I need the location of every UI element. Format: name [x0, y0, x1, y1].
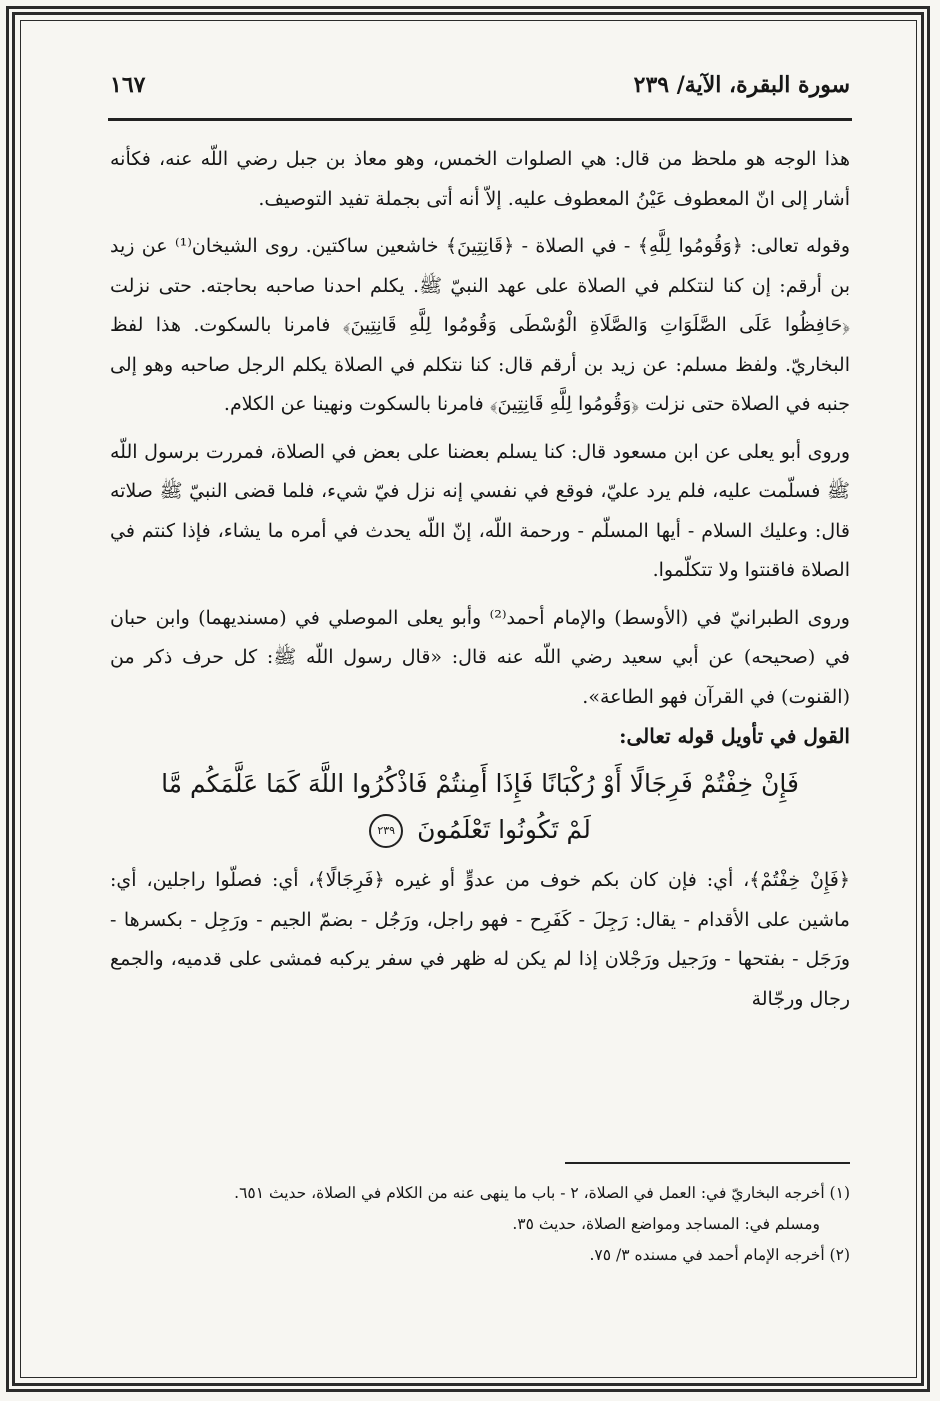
quran-verse	[110, 761, 850, 853]
main-text	[110, 140, 850, 1019]
footnotes	[110, 1178, 850, 1271]
header-rule	[108, 118, 852, 121]
footnote-2: (٢) أخرجه الإمام أحمد في مسنده ٣/ ٧٥.	[589, 1246, 850, 1264]
footnote-1: (١) أخرجه البخاريّ في: العمل في الصلاة، ٢ - باب ما ينهى عنه من الكلام في الصلاة، حديث ٦٥١.	[234, 1184, 850, 1202]
verse-line-2-text: لَمْ تَكُونُوا تَعْلَمُونَ	[417, 815, 591, 844]
verse-line-1: فَإِنْ خِفْتُمْ فَرِجَالًا أَوْ رُكْبَانًا فَإِذَا أَمِنتُمْ فَاذْكُرُوا اللَّهَ كَمَا عَلَّمَكُم مَّا	[161, 769, 799, 798]
page-number: ١٦٧	[110, 72, 146, 98]
footnote-1-continued: ومسلم في: المساجد ومواضع الصلاة، حديث ٣٥.	[512, 1215, 820, 1233]
page-header	[110, 72, 850, 112]
paragraph-4: وروى الطبرانيّ في (الأوسط) والإمام أحمد⁽²⁾ وأبو يعلى الموصلي في (مسنديهما) وابن حبان في (صحيحه) عن أبي سعيد رضي اللّه عنه قال: «قال رسول اللّه ﷺ: كل حرف ذكر من (القنوت) في القرآن فهو الطاعة».	[110, 606, 850, 708]
running-title: سورة البقرة، الآية/ ٢٣٩	[633, 72, 850, 98]
footnote-rule	[565, 1162, 850, 1164]
section-heading: القول في تأويل قوله تعالى:	[619, 724, 850, 748]
paragraph-5: ﴿فَإِنْ خِفْتُمْ﴾، أي: فإن كان بكم خوف من عدوٍّ أو غيره ﴿فَرِجَالًا﴾، أي: فصلّوا راجلين، أي: ماشين على الأقدام - يقال: رَجِلَ - كَفَرِح - فهو راجل، ورَجُل - بضمّ الجيم - ورَجِل - بكسرها - ورَجَل - بفتحها - ورَجيل ورَجْلان إذا لم يكن له ظهر في سفر يركبه فمشى على قدميه، والجمع رجال ورجّالة	[110, 869, 850, 1010]
ayah-number-marker: ٢٣٩	[369, 814, 403, 848]
paragraph-1: هذا الوجه هو ملحظ من قال: هي الصلوات الخمس، وهو معاذ بن جبل رضي اللّه عنه، فكأنه أشار إلى انّ المعطوف عَيْنُ المعطوف عليه. إلاّ أنه أتى بجملة تفيد التوصيف.	[110, 148, 850, 210]
verse-line-2	[110, 807, 850, 853]
paragraph-3: وروى أبو يعلى عن ابن مسعود قال: كنا يسلم بعضنا على بعض في الصلاة، فمررت برسول اللّه ﷺ فسلّمت عليه، فلم يرد عليّ، فوقع في نفسي إنه نزل فيّ شيء، فلما قضى النبيّ ﷺ صلاته قال: وعليك السلام - أيها المسلّم - ورحمة اللّه، إنّ اللّه يحدث في أمره ما يشاء، فإذا كنتم في الصلاة فاقنتوا ولا تتكلّموا.	[110, 440, 850, 581]
paragraph-2: وقوله تعالى: ﴿وَقُومُوا لِلَّهِ﴾ - في الصلاة - ﴿قَانِتِينَ﴾ خاشعين ساكتين. روى الشيخان⁽¹⁾ عن زيد بن أرقم: إن كنا لنتكلم في الصلاة على عهد النبيّ ﷺ. يكلم احدنا صاحبه بحاجته. حتى نزلت ﴿حَافِظُوا عَلَى الصَّلَوَاتِ وَالصَّلَاةِ الْوُسْطَى وَقُومُوا لِلَّهِ قَانِتِينَ﴾ فامرنا بالسكوت. هذا لفظ البخاريّ. ولفظ مسلم: عن زيد بن أرقم قال: كنا نتكلم في الصلاة يكلم الرجل صاحبه وهو إلى جنبه في الصلاة حتى نزلت ﴿وَقُومُوا لِلَّهِ قَانِتِينَ﴾ فامرنا بالسكوت ونهينا عن الكلام.	[110, 235, 850, 415]
